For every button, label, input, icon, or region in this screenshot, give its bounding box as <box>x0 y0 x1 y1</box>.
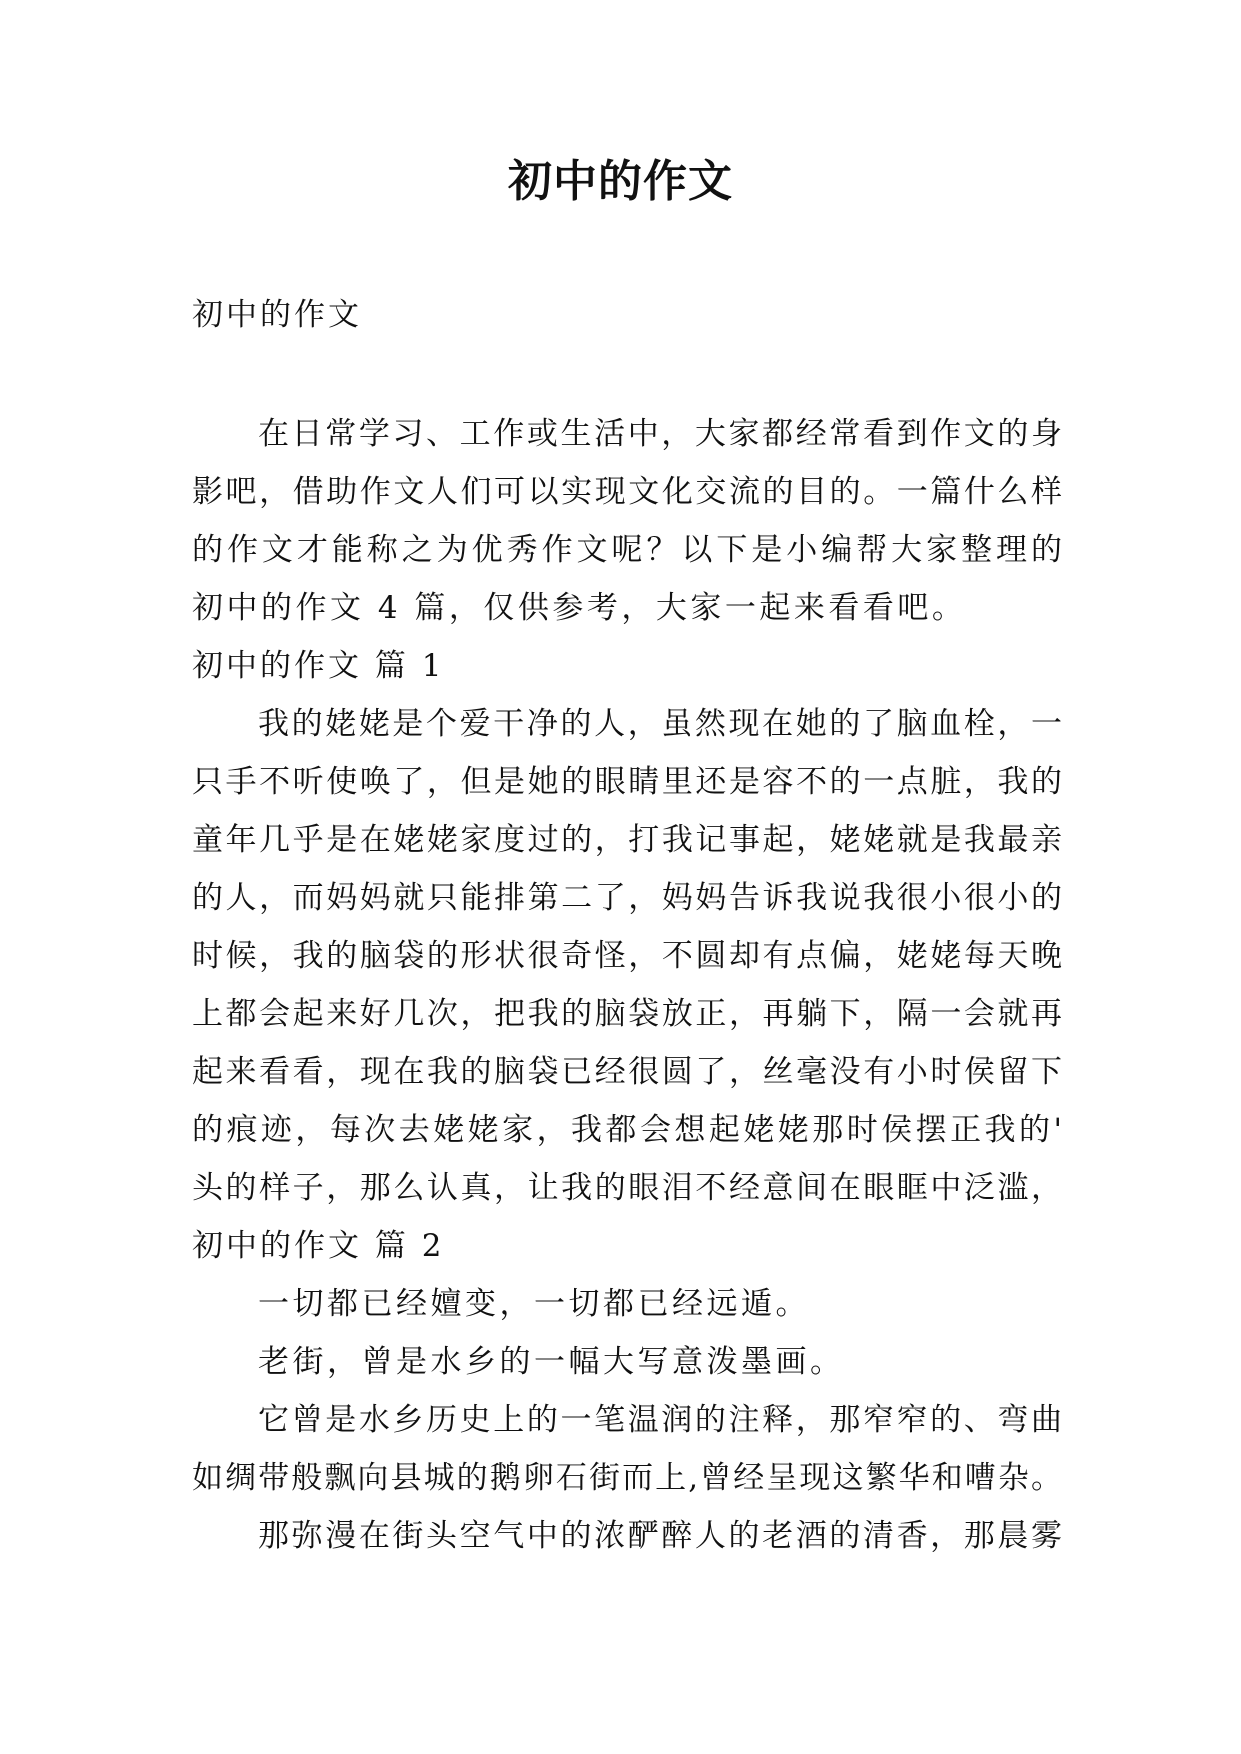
document-body <box>192 405 1062 1565</box>
text-line: 童年几乎是在姥姥家度过的，打我记事起，姥姥就是我最亲 <box>192 822 1062 858</box>
text-line: 影吧，借助作文人们可以实现文化交流的目的。一篇什么样 <box>192 474 1062 510</box>
section-heading: 初中的作文 篇 1 <box>192 648 445 684</box>
text-line: 只手不听使唤了，但是她的眼睛里还是容不的一点脏，我的 <box>192 764 1062 800</box>
section-heading: 初中的作文 篇 2 <box>192 1228 445 1264</box>
document-title: 初中的作文 <box>508 156 733 207</box>
text-line: 上都会起来好几次，把我的脑袋放正，再躺下，隔一会就再 <box>192 996 1062 1032</box>
text-line: 老街，曾是水乡的一幅大写意泼墨画。 <box>258 1344 845 1380</box>
text-line: 在日常学习、工作或生活中，大家都经常看到作文的身 <box>258 416 1062 452</box>
text-line: 如绸带般飘向县城的鹅卵石街而上,曾经呈现这繁华和嘈杂。 <box>192 1460 1062 1496</box>
text-line: 的人，而妈妈就只能排第二了，妈妈告诉我说我很小很小的 <box>192 880 1062 916</box>
text-line: 它曾是水乡历史上的一笔温润的注释，那窄窄的、弯曲 <box>258 1402 1062 1438</box>
text-line: 头的样子，那么认真，让我的眼泪不经意间在眼眶中泛滥， <box>192 1170 1062 1206</box>
document-subtitle: 初中的作文 <box>192 297 362 333</box>
text-line: 的作文才能称之为优秀作文呢？以下是小编帮大家整理的 <box>192 532 1062 568</box>
text-line: 那弥漫在街头空气中的浓酽醉人的老酒的清香，那晨雾 <box>258 1518 1062 1554</box>
text-line: 的痕迹，每次去姥姥家，我都会想起姥姥那时侯摆正我的' <box>192 1112 1062 1148</box>
text-line: 时候，我的脑袋的形状很奇怪，不圆却有点偏，姥姥每天晚 <box>192 938 1062 974</box>
text-line: 一切都已经嬗变，一切都已经远遁。 <box>258 1286 810 1322</box>
text-line: 我的姥姥是个爱干净的人，虽然现在她的了脑血栓，一 <box>258 706 1062 742</box>
text-line: 起来看看，现在我的脑袋已经很圆了，丝毫没有小时侯留下 <box>192 1054 1062 1090</box>
text-line: 初中的作文 4 篇，仅供参考，大家一起来看看吧。 <box>192 590 967 626</box>
